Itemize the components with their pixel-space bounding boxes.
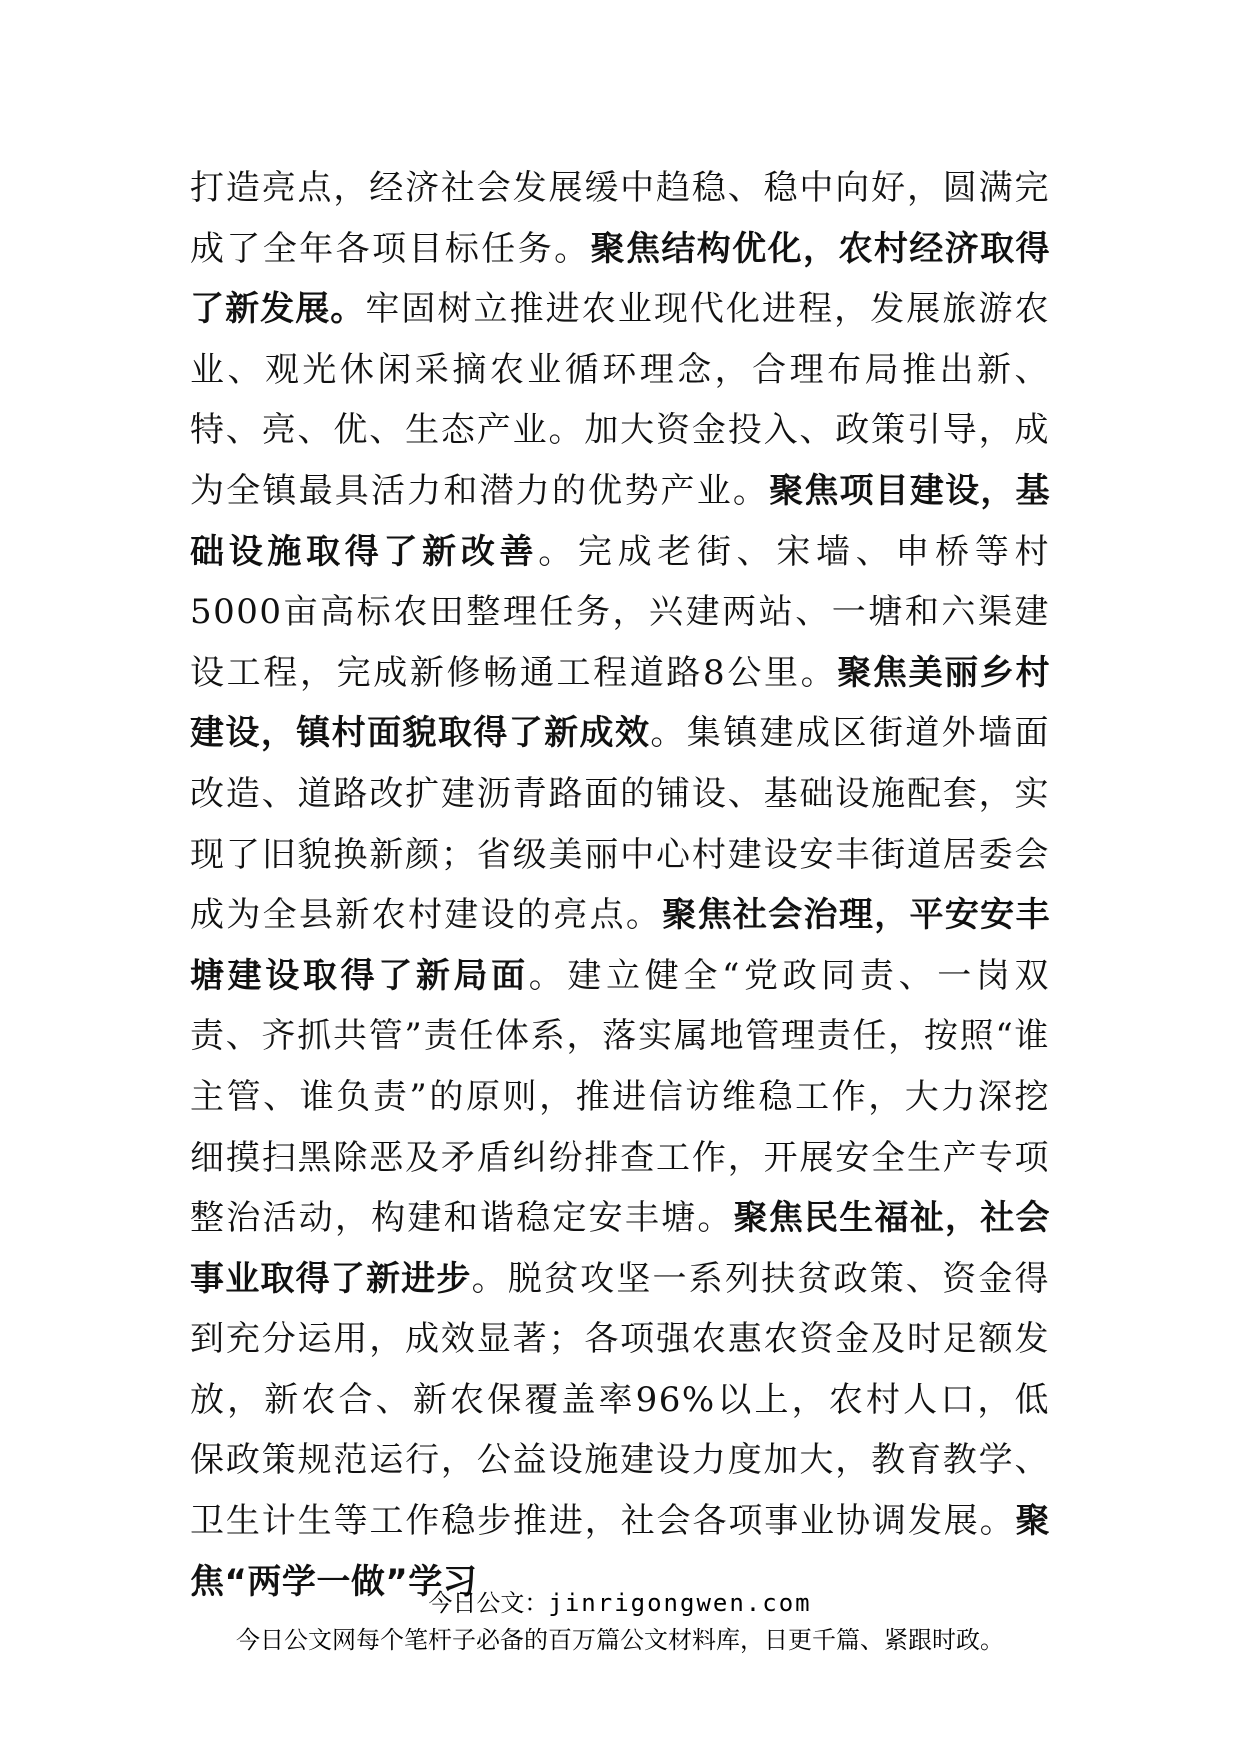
text-segment: 。集镇建成区街道外墙面改造、道路改扩建沥青路面的铺设、基础设施配套，实现了旧貌换新颜；省级美丽中心村建设安丰街道居委会成为全县新农村建设的亮点。	[190, 713, 1051, 936]
bold-heading-segment: 聚焦“两学一做”学习	[190, 1501, 1050, 1602]
footer-site-url[interactable]: jinrigongwen.com	[548, 1589, 812, 1617]
footer-slogan: 今日公文网每个笔杆子必备的百万篇公文材料库，日更千篇、紧跟时政。	[236, 1626, 1004, 1654]
footer-site-line	[0, 1588, 1240, 1618]
bold-heading-segment: 聚焦结构优化，农村经济取得了新发展。	[190, 228, 1051, 330]
text-segment: 。建立健全“党政同责、一岗双责、齐抓共管”责任体系，落实属地管理责任，按照“谁主管、谁负责”的原则，推进信访维稳工作，大力深挖细摸扫黑除恶及矛盾纠纷排查工作，开展安全生产专项整治活动，构建和谐稳定安丰塘。	[190, 955, 1050, 1239]
bold-heading-segment: 聚焦项目建设，基础设施取得了新改善	[190, 470, 1051, 572]
footer-site-label: 今日公文：	[428, 1589, 549, 1617]
bold-heading-segment: 聚焦社会治理，平安安丰塘建设取得了新局面	[190, 895, 1051, 996]
text-segment: 牢固树立推进农业现代化进程，发展旅游农业、观光休闲采摘农业循环理念，合理布局推出新、特、亮、优、生态产业。加大资金投入、政策引导，成为全镇最具活力和潜力的优势产业。	[190, 289, 1051, 511]
text-segment: 。完成老街、宋墙、申桥等村5000亩高标农田整理任务，兴建两站、一塘和六渠建设工程，完成新修畅通工程道路8公里。	[190, 531, 1051, 693]
body-paragraph	[190, 158, 1050, 1612]
bold-heading-segment: 聚焦美丽乡村建设，镇村面貌取得了新成效	[190, 652, 1050, 754]
bold-heading-segment: 聚焦民生福祉，社会事业取得了新进步	[190, 1198, 1051, 1299]
text-segment: 。脱贫攻坚一系列扶贫政策、资金得到充分运用，成效显著；各项强农惠农资金及时足额发放，新农合、新农保覆盖率96%以上，农村人口，低保政策规范运行，公益设施建设力度加大，教育教学、卫生计生等工作稳步推进，社会各项事业协调发展。	[190, 1258, 1051, 1542]
text-segment: 打造亮点，经济社会发展缓中趋稳、稳中向好，圆满完成了全年各项目标任务。	[190, 168, 1050, 269]
